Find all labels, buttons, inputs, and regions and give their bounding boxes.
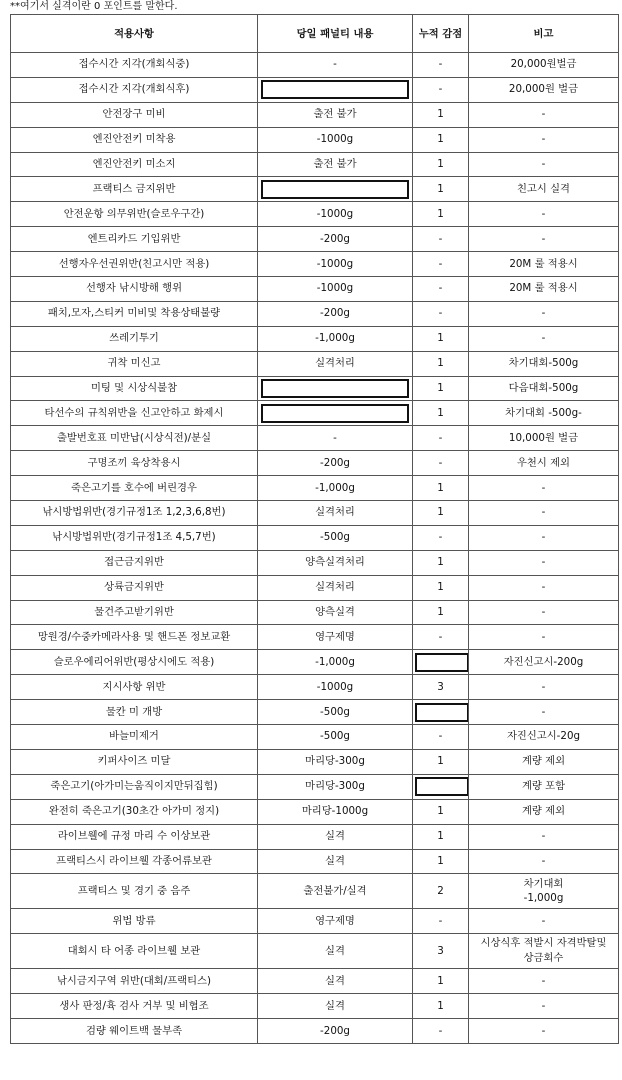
table-note: **여기서 실격이란 0 포인트를 말한다. [10, 1, 178, 12]
cell-remarks: 자진신고시-20g [469, 725, 619, 750]
table-row [11, 451, 619, 476]
table-row [11, 202, 619, 227]
cell-remarks: 20,000원 벌금 [469, 77, 619, 102]
cell-cumulative: 1 [413, 749, 469, 774]
cell-remarks: 자진신고시-200g [469, 650, 619, 675]
table-row [11, 749, 619, 774]
table-row [11, 401, 619, 426]
table-row [11, 525, 619, 550]
table-row [11, 277, 619, 302]
cell-remarks: - [469, 675, 619, 700]
cell-remarks: 20M 룰 적용시 [469, 277, 619, 302]
cell-remarks: 20,000원벌금 [469, 53, 619, 78]
cell-applicable: 엔진안전키 미소지 [11, 152, 258, 177]
cell-applicable: 낚시방법위반(경기규정1조 1,2,3,6,8번) [11, 501, 258, 526]
cell-cumulative: 1 [413, 202, 469, 227]
cell-penalty: -500g [258, 725, 413, 750]
empty-box [261, 80, 409, 99]
cell-applicable: 프랙티스 금지위반 [11, 177, 258, 202]
cell-cumulative: 1 [413, 994, 469, 1019]
cell-applicable: 프랙티스시 라이브웰 각종어류보관 [11, 849, 258, 874]
cell-cumulative: - [413, 301, 469, 326]
header-penalty: 당일 패널티 내용 [258, 15, 413, 53]
cell-cumulative [413, 774, 469, 799]
table-row [11, 53, 619, 78]
cell-cumulative: 1 [413, 501, 469, 526]
cell-remarks: - [469, 600, 619, 625]
cell-applicable: 엔트리카드 기입위반 [11, 227, 258, 252]
cell-remarks: - [469, 994, 619, 1019]
cell-remarks: - [469, 227, 619, 252]
cell-cumulative: - [413, 909, 469, 934]
empty-box [415, 653, 469, 672]
table-row [11, 575, 619, 600]
table-row [11, 824, 619, 849]
cell-applicable: 타선수의 규칙위반을 신고안하고 화제시 [11, 401, 258, 426]
table-row [11, 874, 619, 909]
cell-penalty: -1,000g [258, 476, 413, 501]
cell-penalty: 마리당-300g [258, 774, 413, 799]
cell-penalty: 양측실격처리 [258, 550, 413, 575]
cell-cumulative: 1 [413, 177, 469, 202]
table-row [11, 227, 619, 252]
cell-applicable: 바늘미제거 [11, 725, 258, 750]
cell-applicable: 구명조끼 육상착용시 [11, 451, 258, 476]
table-row [11, 77, 619, 102]
cell-applicable: 프랙티스 및 경기 중 음주 [11, 874, 258, 909]
table-row [11, 1019, 619, 1044]
cell-cumulative: 1 [413, 575, 469, 600]
table-row [11, 799, 619, 824]
cell-remarks: - [469, 824, 619, 849]
cell-cumulative: 1 [413, 600, 469, 625]
cell-remarks: - [469, 202, 619, 227]
cell-applicable: 라이브웰에 규정 마리 수 이상보관 [11, 824, 258, 849]
cell-remarks: - [469, 700, 619, 725]
cell-remarks: - [469, 326, 619, 351]
cell-penalty [258, 177, 413, 202]
table-row [11, 301, 619, 326]
cell-applicable: 엔진안전키 미착용 [11, 127, 258, 152]
cell-remarks: 10,000원 벌금 [469, 426, 619, 451]
cell-cumulative: 2 [413, 874, 469, 909]
cell-cumulative: 1 [413, 799, 469, 824]
cell-remarks: 차기대회 -1,000g [469, 874, 619, 909]
cell-cumulative: 1 [413, 152, 469, 177]
table-row [11, 650, 619, 675]
cell-penalty [258, 376, 413, 401]
cell-cumulative: - [413, 252, 469, 277]
cell-penalty: -1000g [258, 127, 413, 152]
table-row [11, 969, 619, 994]
table-row [11, 152, 619, 177]
cell-penalty: 양측실격 [258, 600, 413, 625]
cell-penalty: -1000g [258, 202, 413, 227]
cell-remarks: - [469, 909, 619, 934]
cell-remarks: 시상식후 적발시 자격박탈및 상금회수 [469, 934, 619, 969]
cell-applicable: 완전히 죽은고기(30초간 아가미 정지) [11, 799, 258, 824]
cell-applicable: 대회시 타 어종 라이브웰 보관 [11, 934, 258, 969]
cell-remarks: - [469, 102, 619, 127]
cell-penalty: -200g [258, 227, 413, 252]
cell-remarks: 차기대회-500g [469, 351, 619, 376]
cell-penalty: -1000g [258, 675, 413, 700]
empty-box [261, 404, 409, 423]
cell-penalty: -500g [258, 700, 413, 725]
cell-remarks: 차기대회 -500g- [469, 401, 619, 426]
cell-remarks: - [469, 849, 619, 874]
cell-remarks: - [469, 301, 619, 326]
table-row [11, 102, 619, 127]
empty-box [415, 703, 469, 722]
table-row [11, 849, 619, 874]
table-row [11, 625, 619, 650]
cell-remarks: - [469, 501, 619, 526]
cell-cumulative: - [413, 725, 469, 750]
cell-applicable: 미팅 및 시상식불참 [11, 376, 258, 401]
cell-remarks: - [469, 476, 619, 501]
cell-penalty: 영구제명 [258, 909, 413, 934]
table-row [11, 550, 619, 575]
cell-penalty: - [258, 426, 413, 451]
table-row [11, 934, 619, 969]
cell-penalty: 실격 [258, 934, 413, 969]
cell-applicable: 죽은고기(아가미는움직이지만뒤집힘) [11, 774, 258, 799]
cell-applicable: 상륙금지위반 [11, 575, 258, 600]
cell-penalty: 실격처리 [258, 351, 413, 376]
cell-penalty: 실격 [258, 994, 413, 1019]
cell-penalty: 마리당-300g [258, 749, 413, 774]
cell-remarks: - [469, 625, 619, 650]
cell-penalty: -1000g [258, 277, 413, 302]
cell-applicable: 물건주고받기위반 [11, 600, 258, 625]
cell-applicable: 망원경/수중카메라사용 및 핸드폰 정보교환 [11, 625, 258, 650]
cell-penalty: -200g [258, 1019, 413, 1044]
table-row [11, 600, 619, 625]
empty-box [415, 777, 469, 796]
cell-remarks: - [469, 1019, 619, 1044]
header-cumulative: 누적 감점 [413, 15, 469, 53]
cell-remarks: 계량 제외 [469, 799, 619, 824]
cell-remarks: 20M 룰 적용시 [469, 252, 619, 277]
cell-penalty: -200g [258, 301, 413, 326]
cell-cumulative: 1 [413, 102, 469, 127]
cell-penalty: -1,000g [258, 326, 413, 351]
cell-penalty: 실격처리 [258, 575, 413, 600]
cell-remarks: - [469, 152, 619, 177]
cell-cumulative: - [413, 625, 469, 650]
cell-applicable: 생사 판정/휵 검사 거부 및 비협조 [11, 994, 258, 1019]
header-row [11, 15, 619, 53]
cell-cumulative: 1 [413, 824, 469, 849]
cell-cumulative: - [413, 277, 469, 302]
cell-cumulative [413, 650, 469, 675]
cell-cumulative: 1 [413, 476, 469, 501]
table-row [11, 177, 619, 202]
cell-cumulative: 1 [413, 351, 469, 376]
cell-penalty: 실격처리 [258, 501, 413, 526]
cell-penalty: 출전 불가 [258, 102, 413, 127]
cell-cumulative: - [413, 1019, 469, 1044]
table-row [11, 326, 619, 351]
cell-penalty: 영구제명 [258, 625, 413, 650]
cell-remarks: - [469, 969, 619, 994]
empty-box [261, 379, 409, 398]
cell-cumulative: 3 [413, 934, 469, 969]
table-row [11, 476, 619, 501]
cell-applicable: 검량 웨이트백 물부족 [11, 1019, 258, 1044]
cell-remarks: 다음대회-500g [469, 376, 619, 401]
cell-applicable: 물칸 미 개방 [11, 700, 258, 725]
table-row [11, 700, 619, 725]
cell-cumulative: 1 [413, 550, 469, 575]
cell-remarks: 계량 포함 [469, 774, 619, 799]
cell-remarks: 계량 제외 [469, 749, 619, 774]
cell-penalty: 출전 불가 [258, 152, 413, 177]
cell-penalty: -1000g [258, 252, 413, 277]
cell-penalty [258, 401, 413, 426]
table-row [11, 675, 619, 700]
cell-penalty [258, 77, 413, 102]
cell-remarks: - [469, 525, 619, 550]
table-row [11, 725, 619, 750]
table-body [11, 53, 619, 1044]
table-row [11, 127, 619, 152]
table-row [11, 994, 619, 1019]
cell-cumulative: 3 [413, 675, 469, 700]
cell-applicable: 안전운항 의무위반(슬로우구간) [11, 202, 258, 227]
cell-applicable: 낚시금지구역 위반(대회/프랙티스) [11, 969, 258, 994]
cell-applicable: 슬로우에리어위반(평상시에도 적용) [11, 650, 258, 675]
cell-cumulative: - [413, 451, 469, 476]
cell-applicable: 죽은고기를 호수에 버린경우 [11, 476, 258, 501]
cell-applicable: 귀착 미신고 [11, 351, 258, 376]
cell-cumulative: 1 [413, 849, 469, 874]
cell-applicable: 접근금지위반 [11, 550, 258, 575]
cell-cumulative [413, 700, 469, 725]
cell-penalty: 실격 [258, 849, 413, 874]
cell-penalty: 출전불가/실격 [258, 874, 413, 909]
cell-applicable: 접수시간 지각(개회식중) [11, 53, 258, 78]
table-row [11, 426, 619, 451]
cell-applicable: 키퍼사이즈 미달 [11, 749, 258, 774]
table-row [11, 376, 619, 401]
cell-cumulative: 1 [413, 969, 469, 994]
penalty-table [10, 14, 619, 1044]
table-row [11, 252, 619, 277]
cell-applicable: 안전장구 미비 [11, 102, 258, 127]
cell-remarks: - [469, 127, 619, 152]
empty-box [261, 180, 409, 199]
cell-cumulative: 1 [413, 326, 469, 351]
header-applicable: 적용사항 [11, 15, 258, 53]
table-row [11, 351, 619, 376]
cell-applicable: 쓰레기투기 [11, 326, 258, 351]
cell-cumulative: - [413, 53, 469, 78]
cell-penalty: -200g [258, 451, 413, 476]
cell-cumulative: - [413, 426, 469, 451]
cell-applicable: 패치,모자,스티커 미비및 착용상태불량 [11, 301, 258, 326]
cell-cumulative: 1 [413, 127, 469, 152]
cell-cumulative: - [413, 227, 469, 252]
cell-applicable: 선행자 낚시방해 행위 [11, 277, 258, 302]
cell-penalty: 실격 [258, 824, 413, 849]
cell-applicable: 낚시방법위반(경기규정1조 4,5,7번) [11, 525, 258, 550]
cell-penalty: -500g [258, 525, 413, 550]
cell-applicable: 출발번호표 미반납(시상식전)/분실 [11, 426, 258, 451]
cell-remarks: 친고시 실격 [469, 177, 619, 202]
cell-penalty: - [258, 53, 413, 78]
cell-penalty: -1,000g [258, 650, 413, 675]
cell-penalty: 마리당-1000g [258, 799, 413, 824]
cell-penalty: 실격 [258, 969, 413, 994]
table-row [11, 501, 619, 526]
cell-remarks: 우천시 제외 [469, 451, 619, 476]
cell-applicable: 지시사항 위반 [11, 675, 258, 700]
header-remarks: 비고 [469, 15, 619, 53]
table-row [11, 909, 619, 934]
cell-cumulative: 1 [413, 401, 469, 426]
cell-applicable: 선행자우선권위반(친고시만 적용) [11, 252, 258, 277]
cell-cumulative: 1 [413, 376, 469, 401]
table-row [11, 774, 619, 799]
cell-applicable: 위법 방류 [11, 909, 258, 934]
cell-applicable: 접수시간 지각(개회식후) [11, 77, 258, 102]
cell-cumulative: - [413, 77, 469, 102]
cell-remarks: - [469, 575, 619, 600]
cell-cumulative: - [413, 525, 469, 550]
cell-remarks: - [469, 550, 619, 575]
